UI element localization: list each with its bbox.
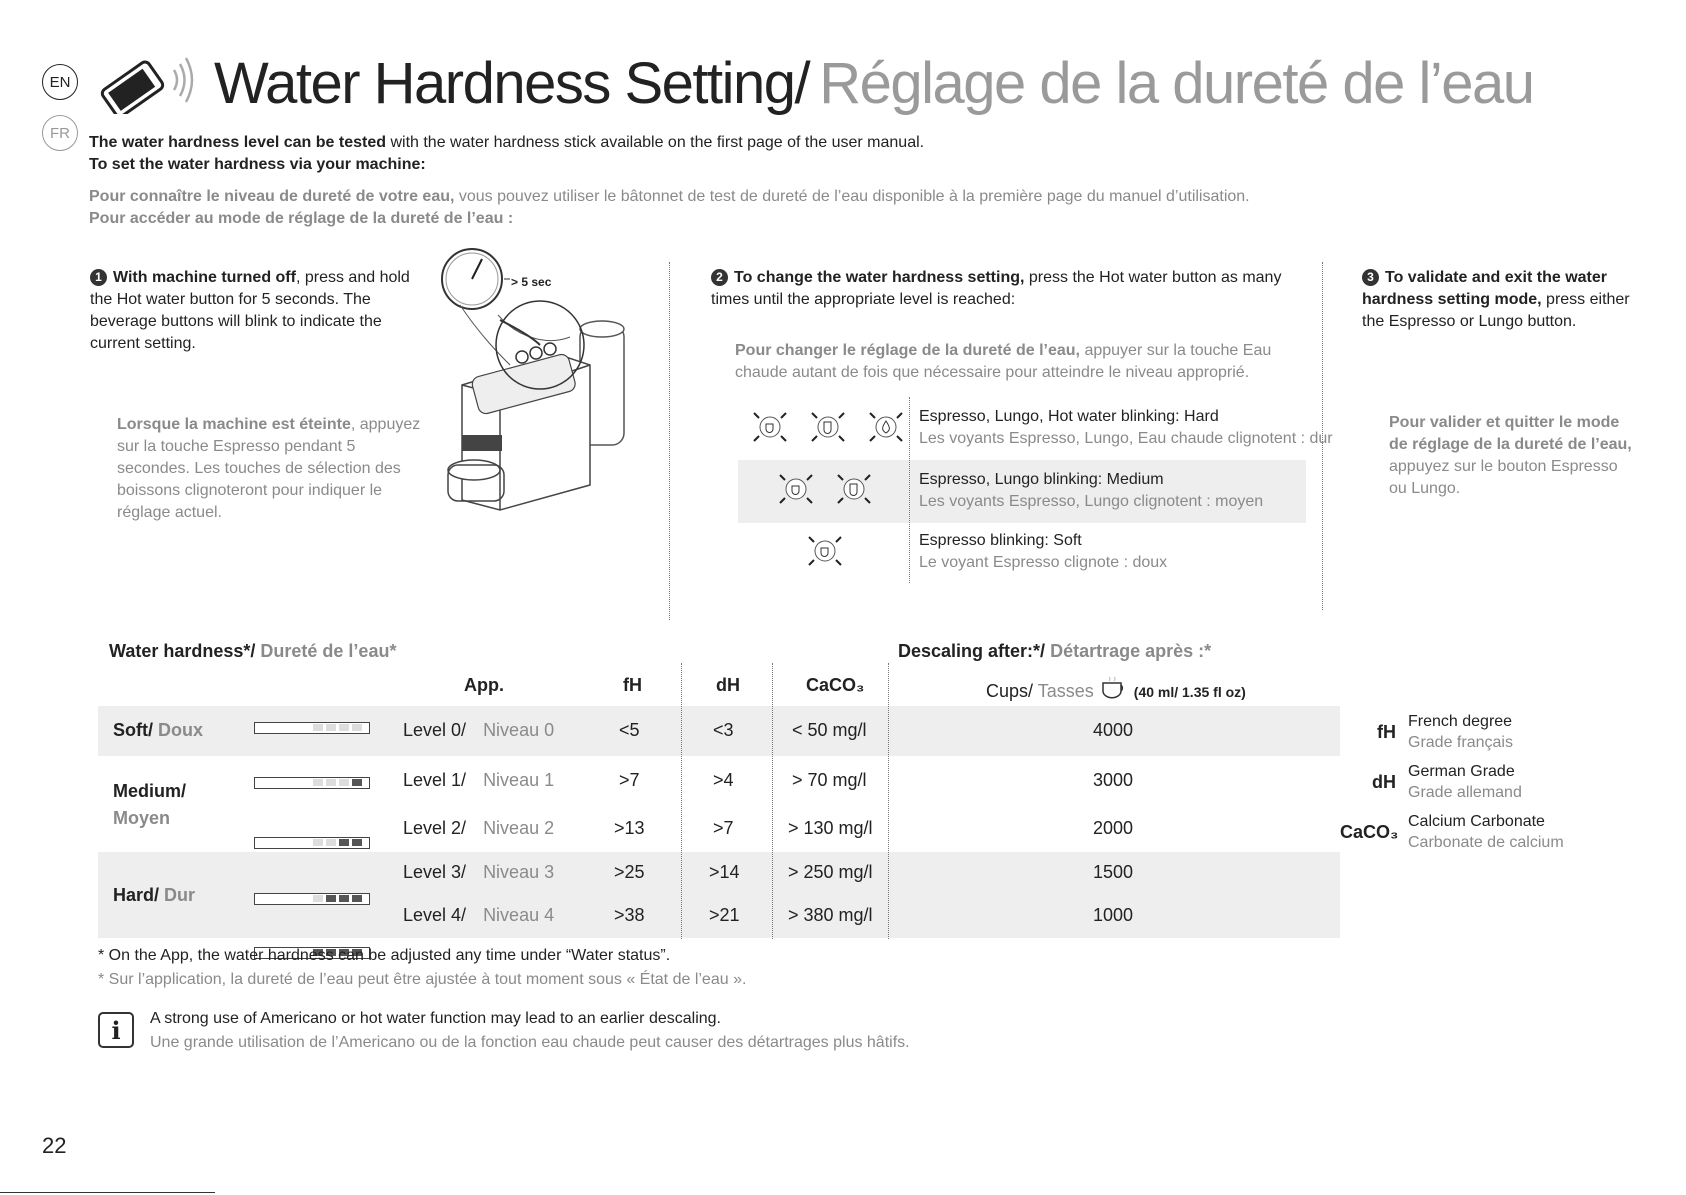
group-soft-fr: Doux bbox=[158, 720, 204, 740]
blink-indicators bbox=[748, 405, 908, 575]
level-hard-en: Espresso, Lungo, Hot water blinking: Hard bbox=[919, 408, 1219, 425]
caco3-cell: > 380 mg/l bbox=[788, 905, 873, 925]
group-medium-fr: Moyen bbox=[113, 808, 171, 828]
footnote bbox=[98, 944, 746, 992]
cups-cell: 3000 bbox=[1093, 770, 1134, 790]
title-fr: Réglage de la dureté de l’eau bbox=[819, 51, 1534, 116]
level-fr: Niveau 3 bbox=[483, 862, 555, 882]
level-medium-fr: Les voyants Espresso, Lungo clignotent : moyen bbox=[919, 493, 1264, 510]
cups-label-en: Cups/ bbox=[986, 681, 1034, 701]
legend-fr: Carbonate de calcium bbox=[1408, 834, 1564, 851]
legend-en: German Grade bbox=[1408, 763, 1515, 780]
table-separator bbox=[681, 663, 682, 939]
bar-segment bbox=[339, 895, 349, 902]
step-3-fr-bold: Pour valider et quitter le mode de réglage de la dureté de l’eau, bbox=[1389, 414, 1632, 453]
legend-item-fh bbox=[1340, 707, 1570, 757]
hot-water-drop-icon bbox=[870, 413, 902, 441]
table-heading-fr: Dureté de l’eau* bbox=[260, 641, 397, 661]
info-en: A strong use of Americano or hot water function may lead to an earlier descaling. bbox=[150, 1010, 721, 1027]
legend-en: Calcium Carbonate bbox=[1408, 813, 1545, 830]
cups-volume: (40 ml/ 1.35 fl oz) bbox=[1133, 684, 1246, 700]
table-row bbox=[0, 905, 1686, 929]
legend-abbr: dH bbox=[1372, 771, 1396, 792]
column-header-app: App. bbox=[464, 675, 504, 695]
fh-cell: >25 bbox=[614, 862, 645, 882]
level-medium-en: Espresso, Lungo blinking: Medium bbox=[919, 471, 1164, 488]
step-3-en-rest: press either the Espresso or Lungo button. bbox=[1362, 291, 1630, 330]
step-2-en bbox=[711, 267, 1291, 311]
level-separator bbox=[909, 397, 910, 583]
intro-en-line2: To set the water hardness via your machine: bbox=[89, 156, 426, 173]
page-number: 22 bbox=[42, 1133, 67, 1158]
legend-abbr: CaCO₃ bbox=[1340, 821, 1399, 842]
step-1-number: 1 bbox=[90, 269, 107, 286]
level-medium-text bbox=[919, 469, 1263, 513]
coffee-cup-icon bbox=[1099, 675, 1129, 701]
level-cell bbox=[403, 862, 554, 883]
dh-cell: <3 bbox=[713, 720, 734, 740]
group-hard-en: Hard/ bbox=[113, 885, 160, 905]
info-fr: Une grande utilisation de l’Americano ou de la fonction eau chaude peut causer des détartrages plus hâtifs. bbox=[150, 1034, 910, 1051]
step-3-en bbox=[1362, 267, 1632, 333]
level-hard-fr: Les voyants Espresso, Lungo, Eau chaude clignotent : dur bbox=[919, 430, 1333, 447]
lungo-cup-icon bbox=[838, 475, 870, 503]
level-en: Level 0/ bbox=[403, 720, 467, 740]
step-1-fr-rest: , appuyez sur la touche Espresso pendant 5 secondes. Les touches de sélection des boissons clignoteront pour indiquer le réglage actuel. bbox=[117, 416, 421, 521]
timer-label: > 5 sec bbox=[511, 275, 552, 289]
intro-fr-line1-rest: vous pouvez utiliser le bâtonnet de test de dureté de l’eau disponible à la première page du manuel d’utilisation. bbox=[454, 188, 1250, 205]
legend-fr: Grade français bbox=[1408, 734, 1513, 751]
level-fr: Niveau 4 bbox=[483, 905, 555, 925]
step-3-fr bbox=[1389, 412, 1639, 500]
espresso-cup-icon bbox=[780, 475, 812, 503]
level-cell bbox=[403, 905, 554, 926]
cups-cell: 2000 bbox=[1093, 818, 1134, 838]
group-soft-en: Soft/ bbox=[113, 720, 153, 740]
step-1-en-rest: , press and hold the Hot water button for 5 seconds. The beverage buttons will blink to indicate the current setting. bbox=[90, 269, 410, 352]
level-fr: Niveau 0 bbox=[483, 720, 555, 740]
legend-abbr: fH bbox=[1377, 721, 1396, 742]
group-medium-en: Medium/ bbox=[113, 781, 187, 801]
step-2-fr-rest: appuyer sur la touche Eau chaude autant de fois que nécessaire pour atteindre le niveau approprié. bbox=[735, 342, 1272, 381]
step-1-fr-bold: Lorsque la machine est éteinte bbox=[117, 416, 351, 433]
table-heading-en: Water hardness*/ bbox=[109, 641, 256, 661]
intro-fr-line2: Pour accéder au mode de réglage de la dureté de l’eau : bbox=[89, 210, 514, 227]
cups-cell: 1000 bbox=[1093, 905, 1134, 925]
level-cell bbox=[403, 720, 554, 741]
bar-segment bbox=[326, 895, 336, 902]
intro-fr-line1-bold: Pour connaître le niveau de dureté de votre eau, bbox=[89, 188, 455, 205]
caco3-cell: > 250 mg/l bbox=[788, 862, 873, 882]
table-heading bbox=[109, 641, 396, 662]
step-2-en-bold: To change the water hardness setting, bbox=[734, 269, 1025, 286]
intro-fr bbox=[89, 186, 1250, 230]
step-3-number: 3 bbox=[1362, 269, 1379, 286]
level-en: Level 3/ bbox=[403, 862, 467, 882]
column-header-cups bbox=[986, 675, 1246, 702]
intro-en-line1-rest: with the water hardness stick available on the first page of the user manual. bbox=[386, 134, 925, 151]
level-soft-en: Espresso blinking: Soft bbox=[919, 532, 1082, 549]
level-cell bbox=[403, 770, 554, 791]
phone-wireless-icon bbox=[92, 52, 202, 114]
intro-en bbox=[89, 132, 924, 176]
title-en: Water Hardness Setting/ bbox=[214, 51, 810, 116]
intro-fr-line1 bbox=[89, 186, 1250, 208]
group-hard bbox=[113, 885, 195, 906]
bar-segment bbox=[352, 895, 362, 902]
legend-item-dh bbox=[1340, 757, 1570, 807]
column-header-fh: fH bbox=[623, 675, 642, 695]
level-en: Level 4/ bbox=[403, 905, 467, 925]
descaling-heading-fr: Détartrage après :* bbox=[1050, 641, 1212, 661]
caco3-cell: > 70 mg/l bbox=[792, 770, 867, 790]
lungo-cup-icon bbox=[812, 413, 844, 441]
footnote-fr: * Sur l’application, la dureté de l’eau peut être ajustée à tout moment sous « État de l’eau ». bbox=[98, 971, 747, 988]
espresso-cup-icon bbox=[754, 413, 786, 441]
table-separator bbox=[888, 663, 889, 939]
bottom-rule bbox=[0, 1192, 215, 1193]
step-1-en-bold: With machine turned off bbox=[113, 269, 296, 286]
hardness-bar bbox=[254, 893, 370, 905]
legend-en: French degree bbox=[1408, 713, 1513, 730]
legend-fr: Grade allemand bbox=[1408, 784, 1522, 801]
language-badge-en bbox=[42, 64, 78, 100]
descaling-heading bbox=[898, 641, 1211, 662]
lang-en-label: EN bbox=[49, 73, 71, 91]
intro-en-line1 bbox=[89, 132, 924, 154]
column-header-dh: dH bbox=[716, 675, 740, 695]
step-2-fr-bold: Pour changer le réglage de la dureté de l’eau, bbox=[735, 342, 1080, 359]
step-3-fr-rest: appuyez sur le bouton Espresso ou Lungo. bbox=[1389, 458, 1618, 497]
fh-cell: >7 bbox=[619, 770, 640, 790]
cups-label-fr: Tasses bbox=[1037, 681, 1094, 701]
cups-cell: 1500 bbox=[1093, 862, 1134, 882]
descaling-heading-en: Descaling after:*/ bbox=[898, 641, 1046, 661]
intro-en-line1-bold: The water hardness level can be tested bbox=[89, 134, 387, 151]
step-3-en-bold: To validate and exit the water hardness setting mode, bbox=[1362, 269, 1607, 308]
legend-item-caco3 bbox=[1340, 807, 1570, 857]
step-1-en bbox=[90, 267, 430, 355]
caco3-cell: > 130 mg/l bbox=[788, 818, 873, 838]
info-note bbox=[150, 1007, 910, 1055]
level-soft-fr: Le voyant Espresso clignote : doux bbox=[919, 554, 1168, 571]
step-2-fr bbox=[735, 340, 1275, 384]
dh-cell: >7 bbox=[713, 818, 734, 838]
caco3-cell: < 50 mg/l bbox=[792, 720, 867, 740]
level-en: Level 1/ bbox=[403, 770, 467, 790]
step-1-fr bbox=[117, 414, 432, 524]
column-separator bbox=[669, 262, 670, 620]
level-soft-text bbox=[919, 530, 1167, 574]
level-cell bbox=[403, 818, 554, 839]
bar-segment bbox=[313, 895, 323, 902]
level-en: Level 2/ bbox=[403, 818, 467, 838]
fh-cell: <5 bbox=[619, 720, 640, 740]
level-fr: Niveau 1 bbox=[483, 770, 555, 790]
legend bbox=[1340, 707, 1570, 857]
footnote-en: * On the App, the water hardness can be adjusted any time under “Water status”. bbox=[98, 947, 671, 964]
dh-cell: >4 bbox=[713, 770, 734, 790]
page-title bbox=[214, 50, 1533, 117]
info-icon: i bbox=[98, 1012, 134, 1048]
step-2-number: 2 bbox=[711, 269, 728, 286]
table-row bbox=[0, 862, 1686, 886]
level-fr: Niveau 2 bbox=[483, 818, 555, 838]
level-hard-text bbox=[919, 406, 1333, 450]
dh-cell: >14 bbox=[709, 862, 740, 882]
group-hard-fr: Dur bbox=[164, 885, 196, 905]
espresso-cup-icon bbox=[809, 537, 841, 565]
dh-cell: >21 bbox=[709, 905, 740, 925]
step-2-en-rest: press the Hot water button as many times until the appropriate level is reached: bbox=[711, 269, 1282, 308]
fh-cell: >38 bbox=[614, 905, 645, 925]
table-separator bbox=[772, 663, 773, 939]
column-header-caco3: CaCO₃ bbox=[806, 675, 865, 695]
language-badge-fr bbox=[42, 115, 78, 151]
lang-fr-label: FR bbox=[50, 124, 70, 142]
fh-cell: >13 bbox=[614, 818, 645, 838]
cups-cell: 4000 bbox=[1093, 720, 1134, 740]
